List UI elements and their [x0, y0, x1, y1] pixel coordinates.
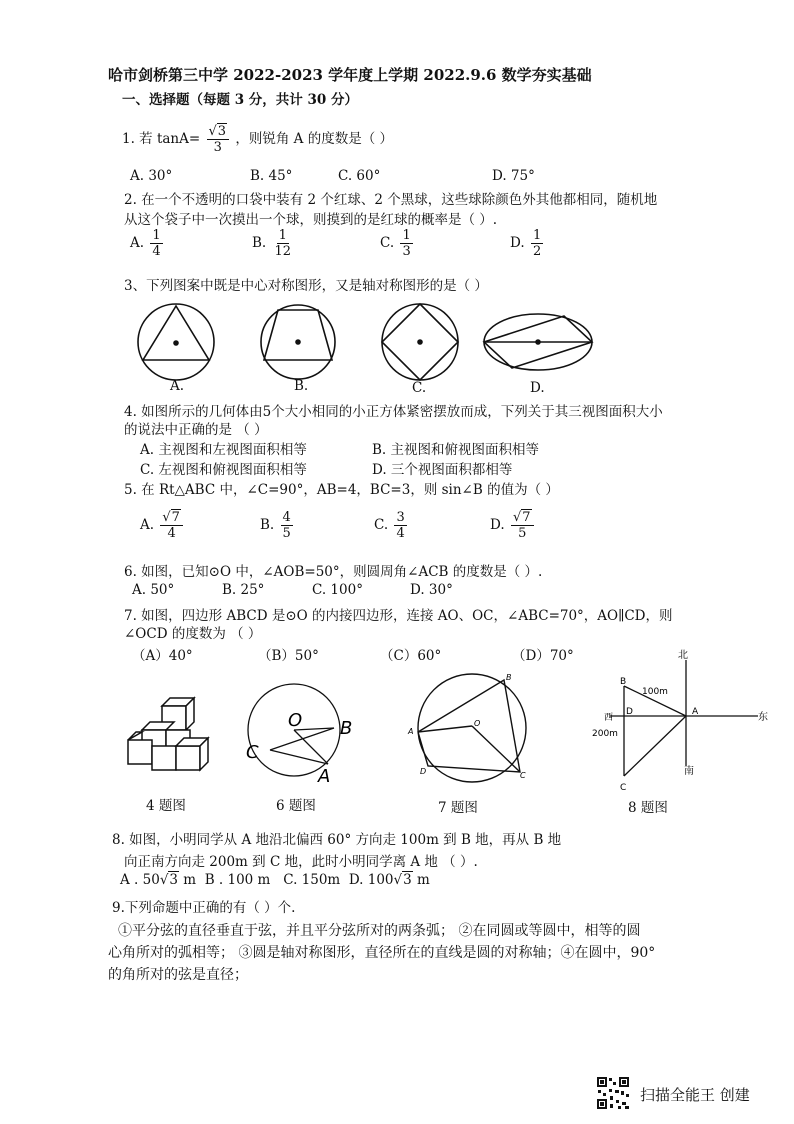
fig8-label-east: 东 — [758, 712, 768, 723]
q6-option-d: D. 30° — [410, 582, 453, 598]
fig8-label-north: 北 — [678, 650, 688, 661]
q3-figure-a — [138, 304, 214, 380]
q4-option-a: A. 主视图和左视图面积相等 — [140, 442, 307, 458]
fig7-label-o: O — [474, 719, 481, 728]
exam-title: 哈市剑桥第三中学 2022-2023 学年度上学期 2022.9.6 数学夯实基础 — [108, 66, 592, 84]
q9-line-1: ①平分弦的直径垂直于弦，并且平分弦所对的两条弧； ②在同圆或等圆中，相等的圆 — [118, 923, 641, 939]
fig8-label-d: D — [626, 707, 633, 717]
fig8-label-west: 西 — [604, 713, 614, 723]
fig8-caption: 8 题图 — [628, 800, 668, 816]
q1-stem-a: 1. 若 tanA= — [122, 131, 201, 147]
fig7-label-a: A — [408, 727, 414, 736]
fig7-label-d: D — [420, 767, 427, 776]
q3-label-c: C. — [412, 380, 427, 396]
q9-line-3: 的角所对的弦是直径； — [108, 967, 248, 983]
q3-stem: 3、下列图案中既是中心对称图形，又是轴对称图形的是（ ） — [124, 278, 488, 294]
q8-line-1: 8. 如图，小明同学从 A 地沿北偏西 60° 方向走 100m 到 B 地，再从 B 地 — [112, 832, 562, 848]
q1-option-d: D. 75° — [492, 168, 535, 184]
q8-option-c: C. 150m — [283, 872, 341, 888]
fig6-label-c: C — [246, 742, 259, 763]
q3-label-a: A. — [170, 378, 185, 394]
q2-option-c: C. $\frac{1}{3}$ — [380, 228, 411, 259]
fig4-caption: 4 题图 — [146, 798, 186, 814]
q8-option-d: D. 100√3 m — [348, 872, 430, 888]
q1-stem-b: ，则锐角 A 的度数是（ ） — [235, 131, 393, 147]
fig6-label-b: B — [340, 718, 353, 739]
fig6-caption: 6 题图 — [276, 798, 316, 814]
q4-option-c: C. 左视图和俯视图面积相等 — [140, 462, 307, 478]
fig8-label-200m: 200m — [592, 729, 618, 739]
q7-line-2: ∠OCD 的度数为 （ ） — [124, 626, 262, 642]
q7-option-c: （C）60° — [380, 648, 442, 664]
fig6-label-a: A — [318, 766, 331, 787]
q7-option-b: （B）50° — [258, 648, 319, 664]
q8-option-b: B . 100 m — [204, 872, 271, 888]
fig6-diagram — [232, 676, 372, 786]
fig7-label-c: C — [520, 771, 526, 780]
fig8-diagram — [590, 646, 770, 796]
q5-stem: 5. 在 Rt△ABC 中，∠C=90°，AB=4，BC=3，则 sin∠B 的值为（ ） — [124, 482, 559, 498]
fig8-label-b: B — [620, 677, 627, 687]
q5-option-a: A. $\frac{√7}{4}$ — [140, 510, 185, 541]
fig8-label-100m: 100m — [642, 687, 668, 697]
fig8-label-south: 南 — [684, 766, 694, 777]
q3-figure-c — [382, 304, 458, 380]
q1-option-c: C. 60° — [338, 168, 381, 184]
q5-option-c: C. $\frac{3}{4}$ — [374, 510, 405, 541]
q5-option-d: D. $\frac{√7}{5}$ — [490, 510, 536, 541]
q1-fraction: $\frac{√3}{3}$ — [207, 124, 230, 155]
q9-line-2: 心角所对的弧相等； ③圆是轴对称图形，直径所在的直线是圆的对称轴；④在圆中，90° — [108, 945, 656, 961]
q2-line-2: 从这个袋子中一次摸出一个球，则摸到的是红球的概率是（ ）. — [124, 212, 498, 228]
q1-option-a: A. 30° — [130, 168, 173, 184]
q2-option-d: D. $\frac{1}{2}$ — [510, 228, 542, 259]
q4-line-1: 4. 如图所示的几何体由5个大小相同的小正方体紧密摆放而成，下列关于其三视图面积大小 — [124, 404, 663, 420]
q3-label-d: D. — [530, 380, 545, 396]
q7-option-d: （D）70° — [512, 648, 574, 664]
q8-options — [120, 872, 430, 888]
q3-figure-d — [484, 314, 592, 370]
fig7-caption: 7 题图 — [438, 800, 478, 816]
qr-code-icon — [596, 1076, 630, 1110]
q4-option-b: B. 主视图和俯视图面积相等 — [372, 442, 540, 458]
q8-option-a: A . 50√3 m — [120, 872, 197, 888]
fig7-label-b: B — [506, 673, 512, 682]
fig4-cubes — [128, 696, 228, 786]
fig8-label-a: A — [692, 707, 699, 717]
section-heading: 一、选择题（每题 3 分，共计 30 分） — [122, 92, 358, 108]
q6-stem: 6. 如图，已知⊙O 中，∠AOB=50°，则圆周角∠ACB 的度数是（ ）. — [124, 564, 543, 580]
q5-option-b: B. $\frac{4}{5}$ — [260, 510, 291, 541]
q6-option-b: B. 25° — [222, 582, 265, 598]
q6-option-a: A. 50° — [132, 582, 175, 598]
fig6-label-o: O — [288, 710, 303, 731]
q2-line-1: 2. 在一个不透明的口袋中装有 2 个红球、2 个黑球，这些球除颜色外其他都相同，随机地 — [124, 192, 658, 208]
q1-option-b: B. 45° — [250, 168, 293, 184]
fig8-label-c: C — [620, 783, 627, 793]
q2-option-a: A. $\frac{1}{4}$ — [130, 228, 161, 259]
q6-option-c: C. 100° — [312, 582, 363, 598]
q3-label-b: B. — [294, 378, 309, 394]
q8-line-2: 向正南方向走 200m 到 C 地，此时小明同学离 A 地 （ ）. — [124, 854, 478, 870]
q3-figure-b — [261, 305, 335, 379]
q4-option-d: D. 三个视图面积都相等 — [372, 462, 513, 478]
q7-option-a: （A）40° — [132, 648, 193, 664]
question-1 — [122, 124, 393, 155]
fig7-diagram — [404, 668, 544, 786]
q9-stem: 9.下列命题中正确的有（ ）个. — [112, 900, 296, 916]
q2-option-b: B. $\frac{1}{12}$ — [252, 228, 292, 259]
footer-brand: 扫描全能王 创建 — [640, 1086, 750, 1104]
q7-line-1: 7. 如图，四边形 ABCD 是⊙O 的内接四边形，连接 AO、OC，∠ABC=70°，AO∥CD，则 — [124, 608, 673, 624]
q4-line-2: 的说法中正确的是 （ ） — [124, 422, 268, 438]
